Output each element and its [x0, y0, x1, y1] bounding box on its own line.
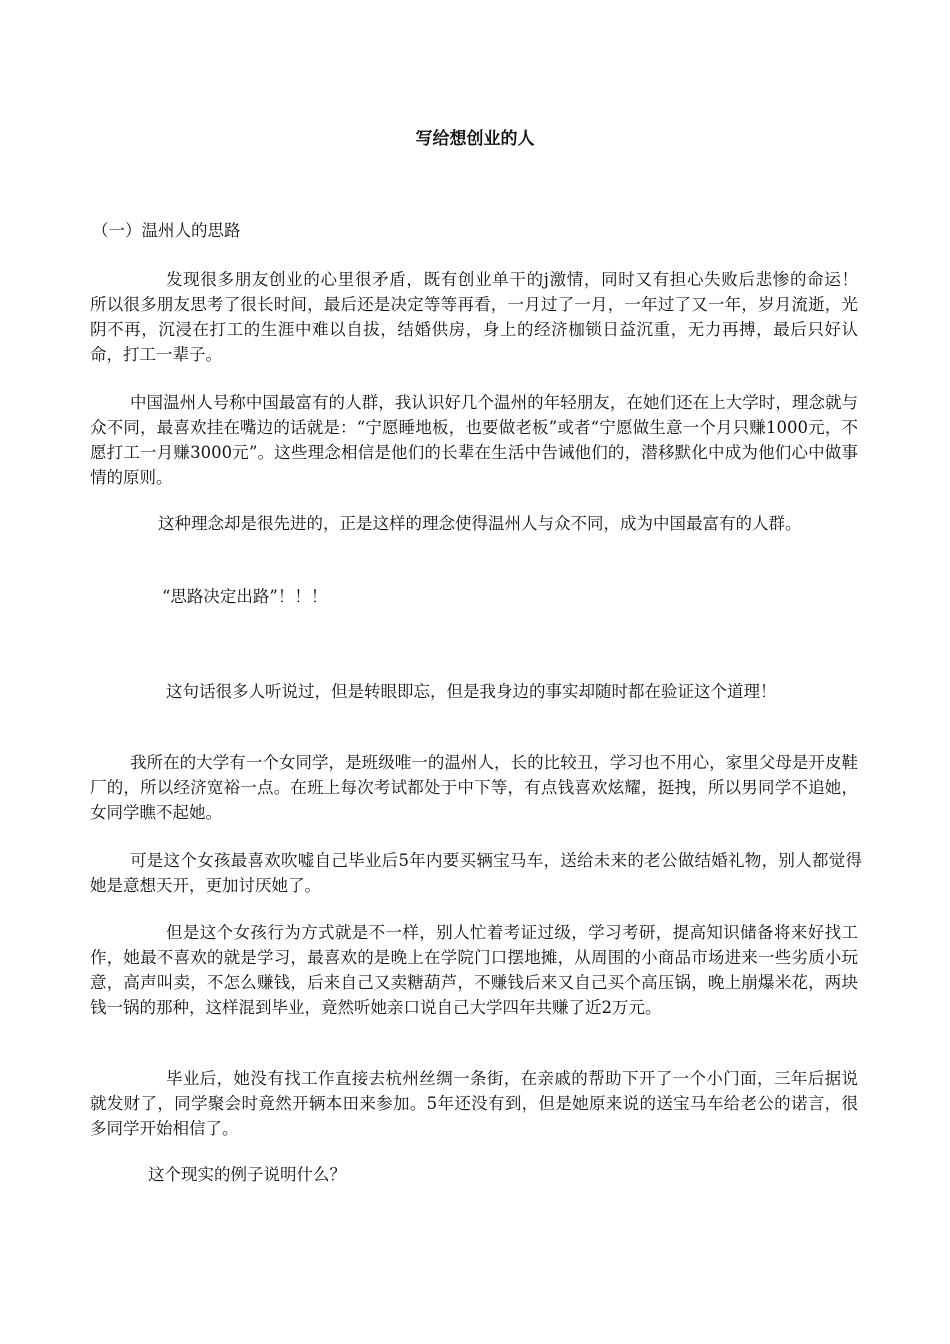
paragraph-7: 可是这个女孩最喜欢吹嘘自己毕业后5年内要买辆宝马车，送给未来的老公做结婚礼物，别人都觉得她是意想天开，更加讨厌她了。	[90, 851, 862, 895]
paragraph-2: 中国温州人号称中国最富有的人群，我认识好几个温州的年轻朋友，在她们还在上大学时，理念就与众不同，最喜欢挂在嘴边的话就是：“宁愿睡地板，也要做老板”或者“宁愿做生意一个月只赚1000元，不愿打工一月赚3000元”。这些理念相信是他们的长辈在生活中告诫他们的，潜移默化中成为他们心中做事情的原则。	[90, 393, 858, 487]
paragraph-3: 这种理念却是很先进的，正是这样的理念使得温州人与众不同，成为中国最富有的人群。	[158, 514, 802, 533]
paragraph-8: 但是这个女孩行为方式就是不一样，别人忙着考证过级，学习考研，提高知识储备将来好找工作，她最不喜欢的就是学习，最喜欢的是晚上在学院门口摆地摊，从周围的小商品市场进来一些劣质小玩意，高声叫卖，不怎么赚钱，后来自己又卖糖葫芦，不赚钱后来又自己买个高压锅，晚上崩爆米花，两块钱一锅的那种，这样混到毕业，竟然听她亲口说自己大学四年共赚了近2万元。	[90, 923, 858, 1017]
paragraph-5: 这句话很多人听说过，但是转眼即忘，但是我身边的事实却随时都在验证这个道理！	[166, 682, 777, 701]
document-title: 写给想创业的人	[415, 129, 535, 149]
paragraph-9: 毕业后，她没有找工作直接去杭州丝绸一条街，在亲戚的帮助下开了一个小门面，三年后据说就发财了，同学聚会时竟然开辆本田来参加。5年还没有到，但是她原来说的送宝马车给老公的诺言，很多同学开始相信了。	[90, 1069, 858, 1138]
paragraph-1: 发现很多朋友创业的心里很矛盾，既有创业单干的j激情，同时又有担心失败后悲惨的命运！ 所以很多朋友思考了很长时间，最后还是决定等等再看，一月过了一月，一年过了又一年，岁月流逝，光阴不再，沉浸在打工的生涯中难以自拔，结婚供房，身上的经济枷锁日益沉重，无力再搏，最后只好认命，打工一辈子。	[90, 270, 891, 364]
paragraph-10: 这个现实的例子说明什么？	[148, 1165, 346, 1184]
paragraph-6: 我所在的大学有一个女同学，是班级唯一的温州人，长的比较丑，学习也不用心，家里父母是开皮鞋厂的，所以经济宽裕一点。在班上每次考试都处于中下等，有点钱喜欢炫耀，挺拽，所以男同学不追她，女同学瞧不起她。	[90, 753, 858, 822]
section-heading: （一）温州人的思路	[92, 221, 241, 240]
paragraph-4: “思路决定出路”！！！	[162, 587, 328, 606]
